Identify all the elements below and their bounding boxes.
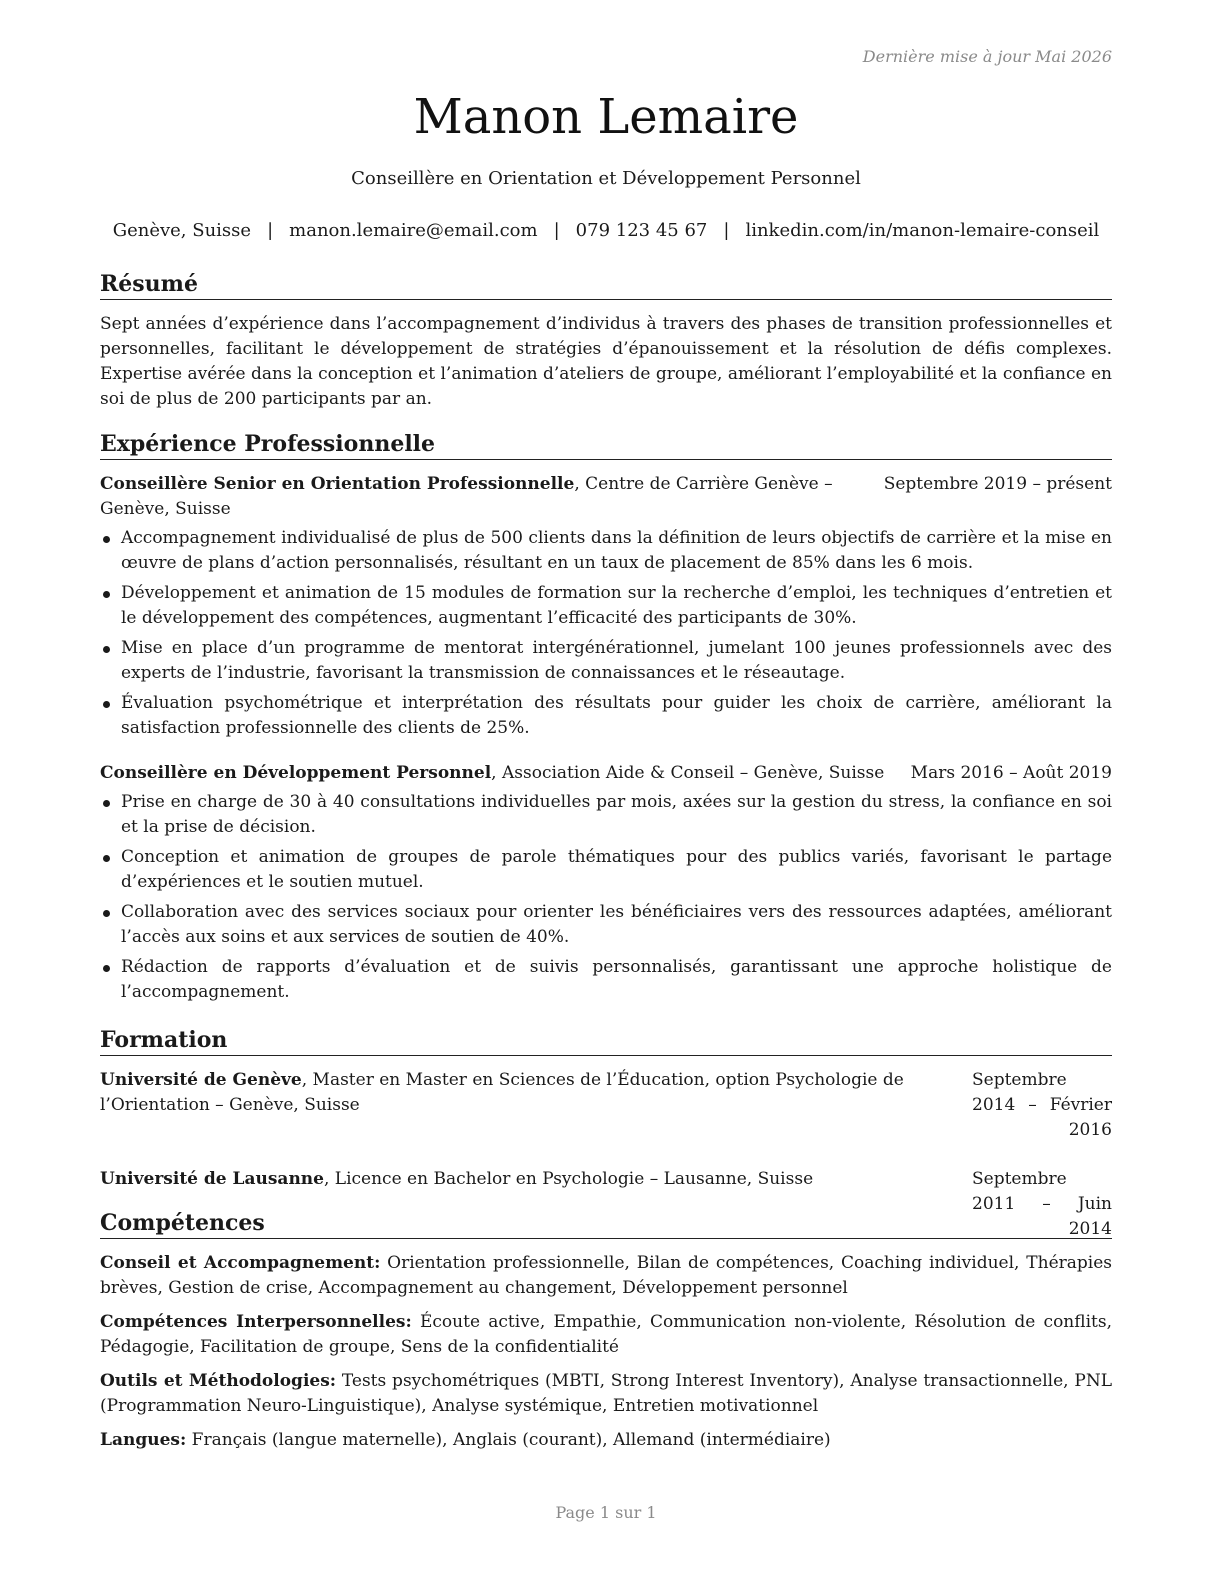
section-heading: Résumé xyxy=(100,270,1112,300)
contact-separator: | xyxy=(267,220,274,241)
school-name: Université de Genève xyxy=(100,1070,302,1090)
list-item: Développement et animation de 15 modules de formation sur la recherche d’emploi, les techniques d’entretien et le développement des compétences, augmentant l’efficacité des participants de 30%. xyxy=(100,581,1112,631)
job-org: , Centre de Carrière Genève – Genève, Suisse xyxy=(100,474,833,519)
candidate-name: Manon Lemaire xyxy=(413,89,799,145)
education-dates: Septembre 2014 – Février 2016 xyxy=(972,1070,1112,1140)
contact-location: Genève, Suisse xyxy=(112,220,252,241)
job-entry xyxy=(100,472,1112,741)
list-item: Évaluation psychométrique et interprétation des résultats pour guider les choix de carrière, améliorant la satisfaction professionnelle des clients de 25%. xyxy=(100,691,1112,741)
job-bullets xyxy=(100,790,1112,1005)
skill-group xyxy=(100,1310,1112,1360)
skill-text: Français (langue maternelle), Anglais (courant), Allemand (intermédiaire) xyxy=(186,1430,831,1450)
list-item: Collaboration avec des services sociaux pour orienter les bénéficiaires vers des ressources adaptées, améliorant l’accès aux soins et aux services de soutien de 40%. xyxy=(100,900,1112,950)
job-dates: Mars 2016 – Août 2019 xyxy=(910,763,1112,783)
skill-label: Outils et Méthodologies: xyxy=(100,1371,337,1391)
job-role: Conseillère en Développement Personnel xyxy=(100,763,492,783)
skill-text: Orientation professionnelle, Bilan de compétences, Coaching individuel, Thérapies brèves, Gestion de crise, Accompagnement au changement, Développement personnel xyxy=(100,1253,1112,1298)
section-heading: Formation xyxy=(100,1026,1112,1056)
degree-text: , Master en Master en Sciences de l’Éducation, option Psychologie de l’Orientation – Genève, Suisse xyxy=(100,1070,904,1115)
job-title: Conseillère en Orientation et Développement Personnel xyxy=(351,168,861,189)
contact-separator: | xyxy=(553,220,560,241)
contact-phone[interactable]: 079 123 45 67 xyxy=(575,220,708,241)
experience-section xyxy=(100,430,1112,1010)
job-entry xyxy=(100,761,1112,1005)
last-updated-note: Dernière mise à jour Mai 2026 xyxy=(862,47,1112,66)
school-name: Université de Lausanne xyxy=(100,1169,324,1189)
contact-line xyxy=(100,218,1112,243)
job-title-org xyxy=(100,761,893,786)
skill-group xyxy=(100,1251,1112,1301)
job-dates: Septembre 2019 – présent xyxy=(883,474,1112,494)
skill-label: Langues: xyxy=(100,1430,187,1450)
skill-group xyxy=(100,1428,1112,1453)
job-title-org xyxy=(100,472,866,522)
skill-text: Tests psychométriques (MBTI, Strong Interest Inventory), Analyse transactionnelle, PNL (Programmation Neuro-Linguistique), Analyse systémique, Entretien motivationnel xyxy=(100,1371,1112,1416)
contact-linkedin[interactable]: linkedin.com/in/manon-lemaire-conseil xyxy=(745,220,1100,241)
education-entry xyxy=(100,1068,1112,1143)
list-item: Accompagnement individualisé de plus de 500 clients dans la définition de leurs objectifs de carrière et la mise en œuvre de plans d’action personnalisés, résultant en un taux de placement de 85% dans les 6 mois. xyxy=(100,526,1112,576)
skill-label: Compétences Interpersonnelles: xyxy=(100,1312,412,1332)
skills-section xyxy=(100,1209,1112,1462)
degree-text: , Licence en Bachelor en Psychologie – Lausanne, Suisse xyxy=(323,1169,814,1189)
contact-email[interactable]: manon.lemaire@email.com xyxy=(289,220,538,241)
education-dates: Septembre 2011 – Juin 2014 xyxy=(972,1169,1112,1239)
job-role: Conseillère Senior en Orientation Professionnelle xyxy=(100,474,575,494)
summary-text: Sept années d’expérience dans l’accompagnement d’individus à travers des phases de transition professionnelles et personnelles, facilitant le développement de stratégies d’épanouissement et la résolution de défis complexes. Expertise avérée dans la conception et l’animation d’ateliers de groupe, améliorant l’employabilité et la confiance en soi de plus de 200 participants par an. xyxy=(100,314,1112,409)
job-org: , Association Aide & Conseil – Genève, Suisse xyxy=(491,763,885,783)
education-detail xyxy=(100,1068,954,1118)
section-heading: Expérience Professionnelle xyxy=(100,430,1112,460)
list-item: Rédaction de rapports d’évaluation et de suivis personnalisés, garantissant une approche holistique de l’accompagnement. xyxy=(100,955,1112,1005)
summary-section xyxy=(100,270,1112,412)
section-heading: Compétences xyxy=(100,1209,1112,1239)
job-header xyxy=(100,472,1112,522)
list-item: Prise en charge de 30 à 40 consultations individuelles par mois, axées sur la gestion du stress, la confiance en soi et la prise de décision. xyxy=(100,790,1112,840)
skill-text: Écoute active, Empathie, Communication non-violente, Résolution de conflits, Pédagogie, Facilitation de groupe, Sens de la confidentialité xyxy=(100,1312,1112,1357)
contact-separator: | xyxy=(723,220,730,241)
page-number: Page 1 sur 1 xyxy=(555,1503,657,1522)
skill-label: Conseil et Accompagnement: xyxy=(100,1253,381,1273)
list-item: Conception et animation de groupes de parole thématiques pour des publics variés, favorisant le partage d’expériences et le soutien mutuel. xyxy=(100,845,1112,895)
skill-group xyxy=(100,1369,1112,1419)
list-item: Mise en place d’un programme de mentorat intergénérationnel, jumelant 100 jeunes professionnels avec des experts de l’industrie, favorisant la transmission de connaissances et le réseautage. xyxy=(100,636,1112,686)
job-header xyxy=(100,761,1112,786)
education-detail xyxy=(100,1167,954,1192)
job-bullets xyxy=(100,526,1112,741)
